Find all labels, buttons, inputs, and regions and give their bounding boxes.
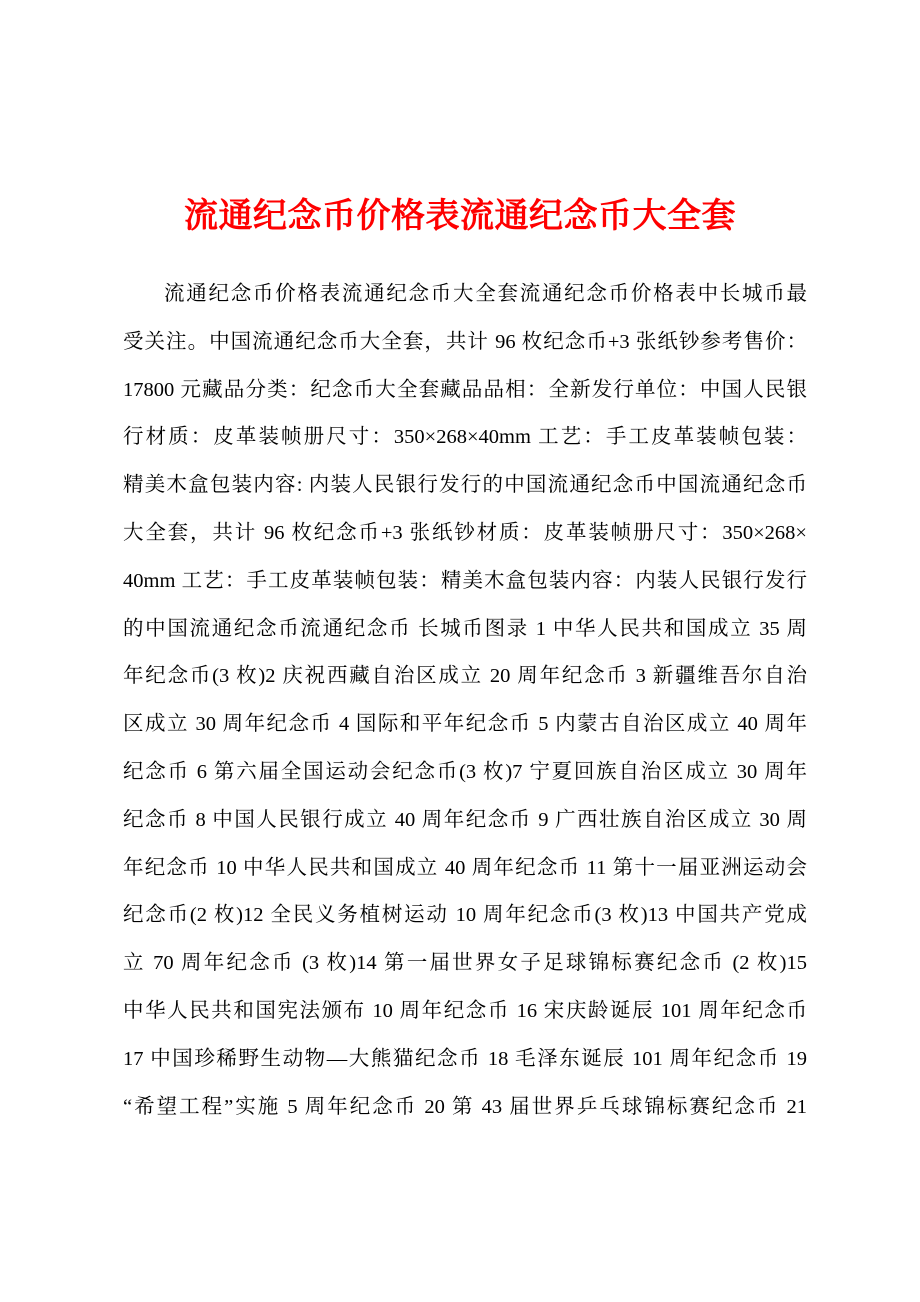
body-line: 立 70 周年纪念币 (3 枚)14 第一届世界女子足球锦标赛纪念币 (2 枚)15 (123, 952, 807, 975)
body-line: “希望工程”实施 5 周年纪念币 20 第 43 届世界乒乓球锦标赛纪念币 21 (123, 1095, 807, 1118)
body-line: 年纪念币(3 枚)2 庆祝西藏自治区成立 20 周年纪念币 3 新疆维吾尔自治 (123, 665, 807, 688)
document-body (123, 271, 807, 1131)
body-line: 区成立 30 周年纪念币 4 国际和平年纪念币 5 内蒙古自治区成立 40 周年 (123, 713, 807, 736)
body-line: 流通纪念币价格表流通纪念币大全套流通纪念币价格表中长城币最 (164, 283, 807, 305)
body-line: 受关注。中国流通纪念币大全套，共计 96 枚纪念币+3 张纸钞参考售价： (123, 330, 807, 353)
body-line: 年纪念币 10 中华人民共和国成立 40 周年纪念币 11 第十一届亚洲运动会 (123, 856, 807, 879)
body-line: 17800 元藏品分类：纪念币大全套藏品品相：全新发行单位：中国人民银 (123, 378, 807, 401)
body-line: 17 中国珍稀野生动物—大熊猫纪念币 18 毛泽东诞辰 101 周年纪念币 19 (123, 1047, 807, 1070)
body-line: 纪念币 8 中国人民银行成立 40 周年纪念币 9 广西壮族自治区成立 30 周 (123, 808, 807, 831)
body-line: 精美木盒包装内容: 内装人民银行发行的中国流通纪念币中国流通纪念币 (123, 474, 807, 497)
body-line: 大全套，共计 96 枚纪念币+3 张纸钞材质：皮革装帧册尺寸：350×268× (123, 521, 807, 544)
body-line: 40mm 工艺：手工皮革装帧包装：精美木盒包装内容：内装人民银行发行 (123, 569, 807, 592)
body-line: 中华人民共和国宪法颁布 10 周年纪念币 16 宋庆龄诞辰 101 周年纪念币 (123, 999, 807, 1022)
body-line: 纪念币(2 枚)12 全民义务植树运动 10 周年纪念币(3 枚)13 中国共产党成 (123, 904, 807, 927)
body-line: 的中国流通纪念币流通纪念币 长城币图录 1 中华人民共和国成立 35 周 (123, 617, 807, 640)
body-line: 纪念币 6 第六届全国运动会纪念币(3 枚)7 宁夏回族自治区成立 30 周年 (123, 760, 807, 783)
document-title: 流通纪念币价格表流通纪念币大全套 (184, 198, 736, 235)
body-line: 行材质：皮革装帧册尺寸：350×268×40mm 工艺：手工皮革装帧包装： (123, 426, 807, 449)
